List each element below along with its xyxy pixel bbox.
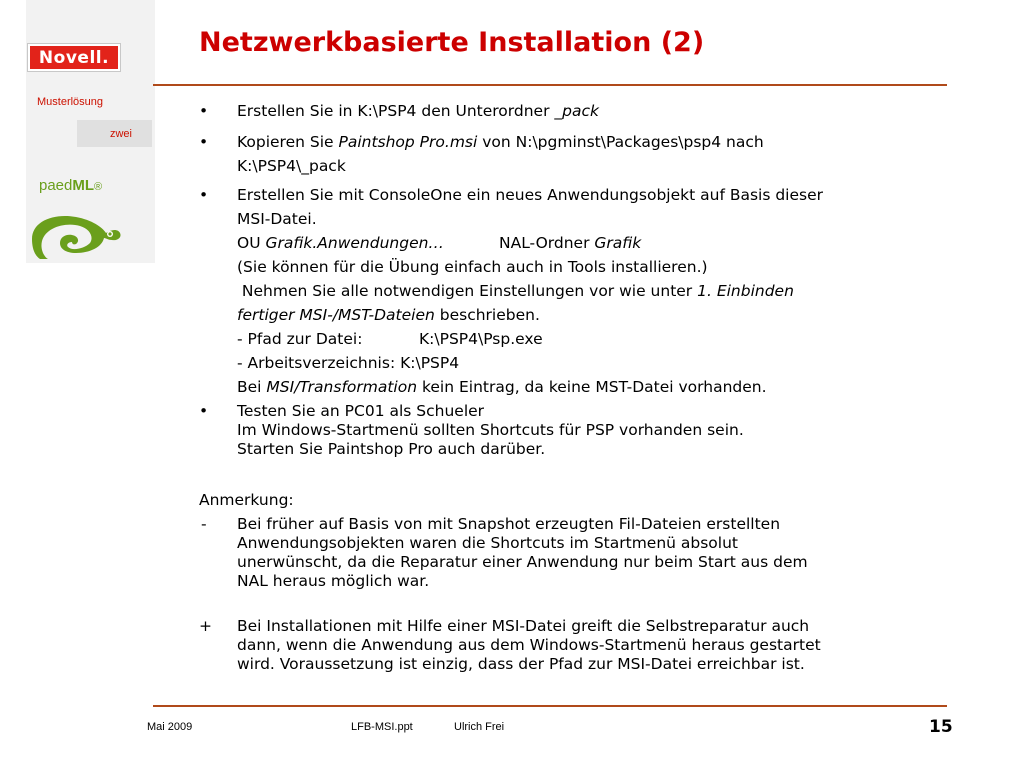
zwei-tab bbox=[77, 120, 152, 147]
plus-mark: + bbox=[199, 617, 212, 635]
suse-gecko-icon bbox=[28, 207, 124, 263]
footer-filename: LFB-MSI.ppt bbox=[351, 721, 413, 733]
zwei-label: zwei bbox=[109, 128, 132, 140]
bullet-mark: • bbox=[199, 102, 209, 120]
anmerkung-heading: Anmerkung: bbox=[199, 491, 294, 509]
slide-title: Netzwerkbasierte Installation (2) bbox=[199, 27, 705, 58]
minus-mark: - bbox=[201, 515, 207, 533]
bullet-mark: • bbox=[199, 402, 209, 420]
footer-divider bbox=[153, 705, 947, 707]
footer-date: Mai 2009 bbox=[147, 721, 193, 733]
bullet-mark: • bbox=[199, 133, 209, 151]
title-divider bbox=[153, 84, 947, 86]
musterloesung-label: Musterlösung bbox=[37, 96, 104, 108]
paedml-logo: paedML® bbox=[39, 177, 103, 194]
footer-author: Ulrich Frei bbox=[454, 721, 505, 733]
page-number: 15 bbox=[929, 717, 953, 737]
novell-logo-text: Novell. bbox=[38, 48, 110, 68]
novell-logo bbox=[28, 44, 120, 71]
bullet-mark: • bbox=[199, 186, 209, 204]
